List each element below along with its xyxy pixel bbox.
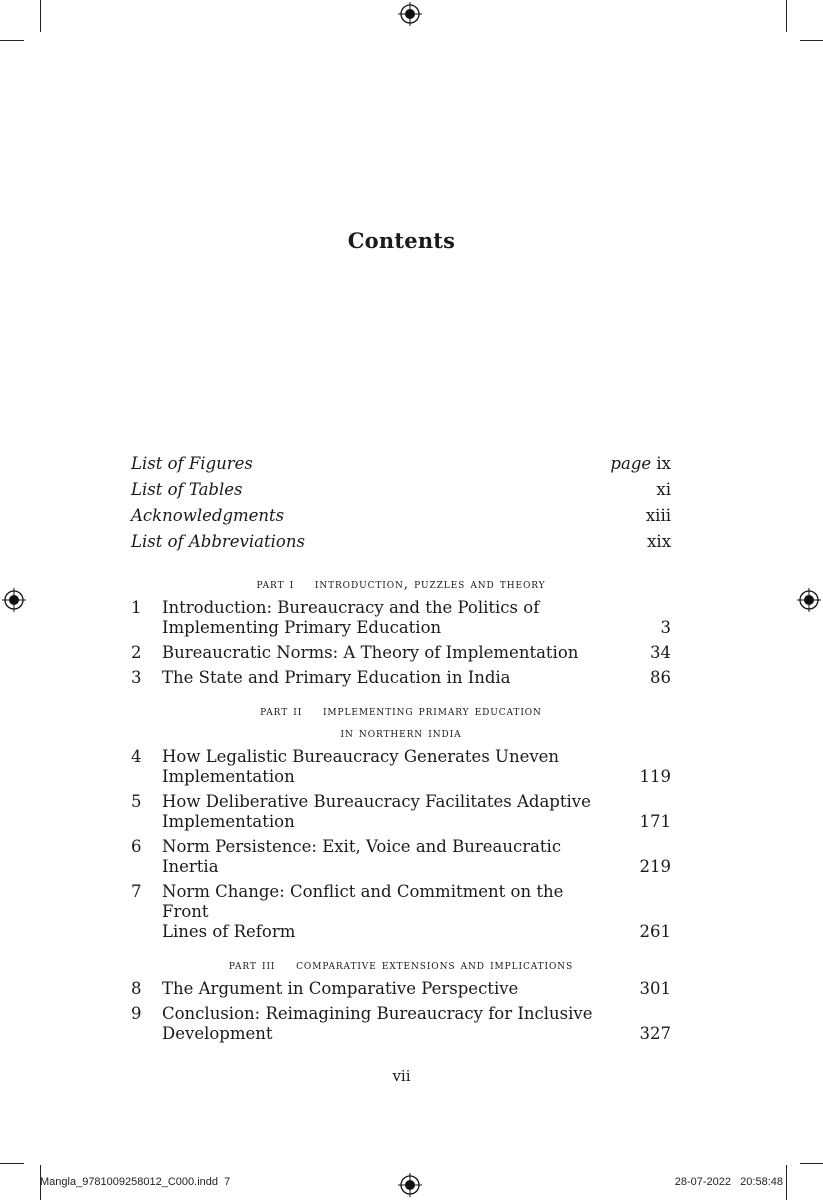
crop-mark (786, 1165, 787, 1200)
part-heading-line: part i introduction, puzzles and theory (256, 576, 546, 592)
page-number: 34 (650, 643, 671, 662)
chapter-title-line: Implementation (162, 812, 295, 831)
chapter-number: 9 (131, 1004, 142, 1023)
toc-entry-chapter-4[interactable] (131, 747, 671, 787)
toc-entry-chapter-5[interactable] (131, 792, 671, 832)
registration-mark-icon (398, 1173, 422, 1197)
page-folio: vii (392, 1067, 411, 1085)
slug-file-name: Mangla_9781009258012_C000.indd 7 (40, 1176, 231, 1188)
chapter-title-line: Norm Persistence: Exit, Voice and Bureaucratic Inertia (162, 837, 562, 876)
chapter-title-line: Implementing Primary Education (162, 618, 442, 637)
chapter-number: 5 (131, 792, 142, 811)
toc-entry-chapter-9[interactable] (131, 1004, 671, 1044)
toc-entry-title: Acknowledgments (131, 506, 285, 525)
toc-entry-title: List of Tables (131, 480, 243, 499)
crop-mark (800, 1163, 823, 1164)
crop-mark (800, 40, 823, 41)
part-heading (131, 700, 671, 744)
slug-timestamp: 28-07-2022 20:58:48 (674, 1176, 783, 1188)
page-number: 261 (639, 922, 671, 941)
toc-entry-chapter-7[interactable] (131, 882, 671, 942)
chapter-number: 7 (131, 882, 142, 901)
chapter-number: 4 (131, 747, 142, 766)
chapter-number: 3 (131, 668, 142, 687)
toc-entry-acknowledgments[interactable] (131, 504, 671, 530)
chapter-title-line: The Argument in Comparative Perspective (162, 979, 519, 998)
toc-entry-chapter-2[interactable] (131, 643, 671, 663)
chapter-title-line: The State and Primary Education in India (162, 668, 511, 687)
chapter-title-line: How Legalistic Bureaucracy Generates Uneven (162, 747, 560, 766)
page-title: Contents (347, 228, 456, 254)
chapter-title-line: Introduction: Bureaucracy and the Politics of (162, 598, 540, 617)
chapter-title-line: Norm Change: Conflict and Commitment on the Front (162, 882, 564, 921)
page-number: xi (656, 480, 671, 499)
toc-entry-list-of-tables[interactable] (131, 478, 671, 504)
table-of-contents (131, 452, 671, 1049)
page-number: 301 (639, 979, 671, 998)
toc-entry-list-of-abbreviations[interactable] (131, 530, 671, 556)
chapter-number: 1 (131, 598, 142, 617)
toc-entry-chapter-3[interactable] (131, 668, 671, 688)
chapter-title-line: Lines of Reform (162, 922, 296, 941)
page-number: 327 (639, 1024, 671, 1043)
page-number: 86 (650, 668, 671, 687)
part-heading-line: part iii comparative extensions and implications (228, 957, 574, 973)
chapter-title-line: Conclusion: Reimagining Bureaucracy for Inclusive (162, 1004, 593, 1023)
page-number: 3 (660, 618, 671, 637)
crop-mark (40, 0, 41, 32)
toc-entry-chapter-8[interactable] (131, 979, 671, 999)
part-heading (131, 954, 671, 976)
registration-mark-icon (2, 588, 26, 612)
part-heading-line: in northern india (340, 725, 462, 741)
page-number: 219 (639, 857, 671, 876)
crop-mark (0, 40, 24, 41)
chapter-title-line: Development (162, 1024, 273, 1043)
page-number: xix (647, 532, 671, 551)
page-number: ix (656, 454, 671, 473)
toc-entry-list-of-figures[interactable] (131, 452, 671, 478)
toc-entry-title: List of Abbreviations (131, 532, 305, 551)
chapter-title-line: How Deliberative Bureaucracy Facilitates Adaptive (162, 792, 591, 811)
crop-mark (0, 1163, 24, 1164)
page-number: 119 (639, 767, 671, 786)
part-heading (131, 573, 671, 595)
toc-entry-chapter-6[interactable] (131, 837, 671, 877)
toc-entry-page (610, 454, 671, 474)
page-word: page (610, 454, 652, 473)
toc-entry-title: List of Figures (131, 454, 253, 473)
page-number: 171 (639, 812, 671, 831)
part-heading-line: part ii implementing primary education (260, 703, 542, 719)
crop-mark (786, 0, 787, 32)
chapter-title-line: Bureaucratic Norms: A Theory of Implementation (162, 643, 579, 662)
chapter-title-line: Implementation (162, 767, 295, 786)
chapter-number: 2 (131, 643, 142, 662)
chapter-number: 8 (131, 979, 142, 998)
registration-mark-icon (398, 2, 422, 26)
registration-mark-icon (797, 588, 821, 612)
chapter-number: 6 (131, 837, 142, 856)
page-number: xiii (645, 506, 671, 525)
toc-entry-chapter-1[interactable] (131, 598, 671, 638)
